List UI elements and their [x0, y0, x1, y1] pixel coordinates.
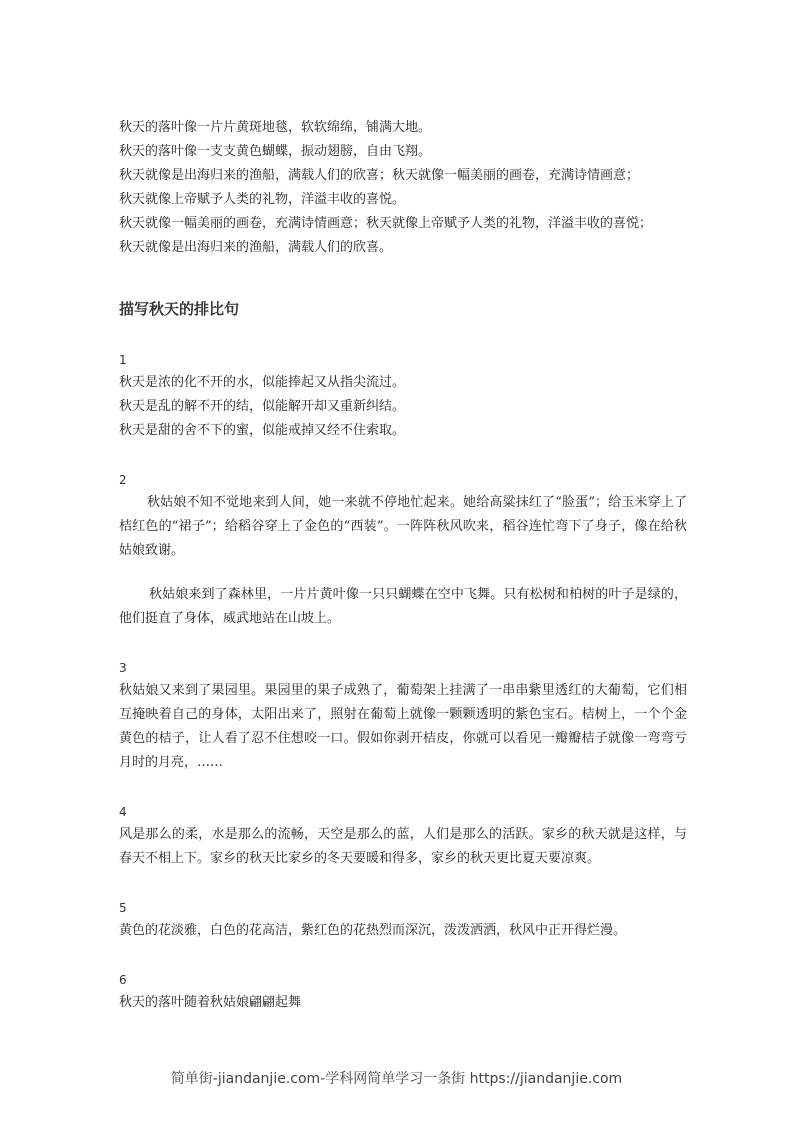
- section-number: 5: [119, 901, 127, 915]
- intro-block: [119, 116, 687, 260]
- intro-line: 秋天的落叶像一片片黄斑地毯，软软绵绵，铺满大地。: [119, 120, 432, 135]
- intro-line: 秋天就像是出海归来的渔船，满载人们的欣喜。: [119, 240, 393, 255]
- section-6: [119, 969, 687, 1015]
- section-line: 秋天是甜的舍不下的蜜，似能戒掉又经不住索取。: [119, 423, 406, 438]
- section-4: [119, 801, 687, 871]
- section-number: 6: [119, 973, 127, 987]
- section-paragraph: 秋姑娘不知不觉地来到人间，她一来就不停地忙起来。她给高粱抹红了“脸蛋”；给玉米穿上了桔红色的“裙子”；给稻谷穿上了金色的“西装”。一阵阵秋风吹来，稻谷连忙弯下了身子，像在给秋姑娘致谢。: [119, 495, 687, 558]
- intro-line: 秋天就像是出海归来的渔船，满载人们的欣喜；秋天就像一幅美丽的画卷，充满诗情画意；: [119, 168, 640, 183]
- section-paragraph: 黄色的花淡雅，白色的花高洁，紫红色的花热烈而深沉，泼泼洒洒，秋风中正开得烂漫。: [119, 923, 627, 938]
- section-2: [119, 469, 687, 631]
- section-1: [119, 349, 687, 443]
- intro-line: 秋天的落叶像一支支黄色蝴蝶，振动翅膀，自由飞翔。: [119, 144, 432, 159]
- section-line: 秋天是乱的解不开的结，似能解开却又重新纠结。: [119, 399, 406, 414]
- section-3: [119, 657, 687, 775]
- section-number: 2: [119, 473, 127, 487]
- section-heading: 描写秋天的排比句: [119, 300, 240, 318]
- intro-line: 秋天就像上帝赋予人类的礼物，洋溢丰收的喜悦。: [119, 192, 406, 207]
- section-paragraph: 风是那么的柔，水是那么的流畅，天空是那么的蓝，人们是那么的活跃。家乡的秋天就是这样，与春天不相上下。家乡的秋天比家乡的冬天要暖和得多，家乡的秋天更比夏天要凉爽。: [119, 827, 687, 866]
- section-5: [119, 897, 687, 943]
- section-number: 4: [119, 805, 127, 819]
- section-paragraph: 秋姑娘又来到了果园里。果园里的果子成熟了，葡萄架上挂满了一串串紫里透红的大葡萄，它们相互掩映着自己的身体，太阳出来了，照射在葡萄上就像一颗颗透明的紫色宝石。桔树上，一个个金黄色的桔子，让人看了忍不住想咬一口。假如你剥开桔皮，你就可以看见一瓣瓣桔子就像一弯弯亏月时的月亮，……: [119, 683, 687, 770]
- section-paragraph: 秋姑娘来到了森林里，一片片黄叶像一只只蝴蝶在空中飞舞。只有松树和柏树的叶子是绿的，他们挺直了身体，威武地站在山坡上。: [119, 587, 687, 626]
- section-number: 1: [119, 353, 127, 367]
- section-line: 秋天是浓的化不开的水，似能捧起又从指尖流过。: [119, 375, 406, 390]
- section-paragraph: 秋天的落叶随着秋姑娘翩翩起舞: [119, 995, 302, 1010]
- section-number: 3: [119, 661, 127, 675]
- page-footer: 简单街-jiandanjie.com-学科网简单学习一条街 https://jiandanjie.com: [170, 1071, 623, 1087]
- document-body: [119, 116, 687, 1015]
- intro-line: 秋天就像一幅美丽的画卷，充满诗情画意；秋天就像上帝赋予人类的礼物，洋溢丰收的喜悦；: [119, 216, 653, 231]
